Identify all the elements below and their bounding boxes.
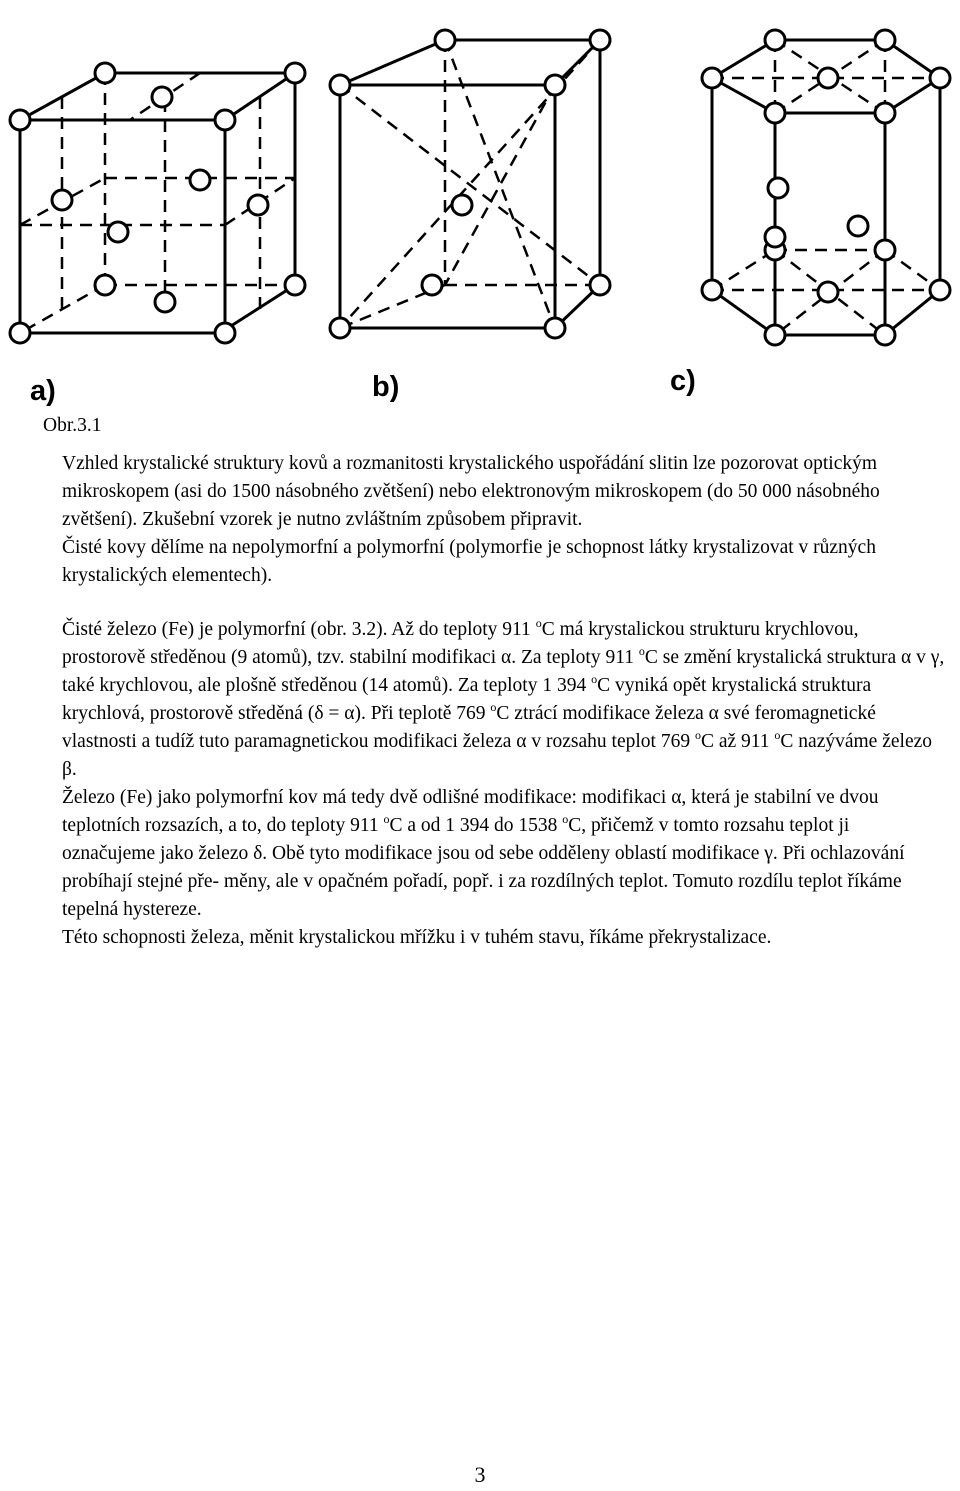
paragraph-5: Této schopnosti železa, měnit krystalickou mřížku i v tuhém stavu, říkáme překrystalizace. [62,927,772,948]
page-number: 3 [474,1462,486,1487]
crystal-structures-figure [0,0,960,410]
paragraph-3: Čisté železo (Fe) je polymorfní (obr. 3.2). Až do teploty 911 $^o$C má krystalickou strukturu krychlovou, prostorově středěnou (9 atomů), tzv. stabilní modifikaci α. Za teploty 911 $^o$C se změní krystalická struktura α v γ, také krychlovou, ale plošně středěnou (14 atomů). Za teploty 1 394 $^o$C vyniká opět krystalická struktura krychlová, prostorově středěná (δ = α). Při teplotě 769 $^o$C ztrácí modifikace železa α své feromagnetické vlastnosti a tudíž tuto paramagnetickou modifikaci železa α v rozsahu teplot 769 $^o$C až 911 $^o$C nazýváme železo β. [62,616,945,780]
paragraph-2: Čisté kovy dělíme na nepolymorfní a polymorfní (polymorfie je schopnost látky krystalizovat v různých krystalických elementech). [62,537,876,586]
figure-label-b: b) [372,371,400,403]
figure-label-c: c) [670,365,696,397]
figure-caption: Obr.3.1 [43,415,102,436]
body-text [6,450,946,952]
figure-label-a: a) [30,375,56,407]
paragraph-1: Vzhled krystalické struktury kovů a rozmanitosti krystalického uspořádání slitin lze pozorovat optickým mikroskopem (asi do 1500 násobného zvětšení) nebo elektronovým mikroskopem (do 50 000 násobného zvětšení). Zkušební vzorek je nutno zvláštním způsobem připravit. [62,453,880,530]
paragraph-4: Železo (Fe) jako polymorfní kov má tedy dvě odlišné modifikace: modifikaci α, která je stabilní ve dvou teplotních rozsazích, a to, do teploty 911 $^o$C a od 1 394 do 1538 $^o$C, přičemž v tomto rozsahu teplot ji označujeme jako železo δ. Obě tyto modifikace jsou od sebe odděleny oblastí modifikace γ. Při ochlazování probíhají stejné pře- měny, ale v opačném pořadí, popř. i za rozdílných teplot. Tomuto rozdílu teplot říkáme tepelná hystereze. [62,787,905,920]
